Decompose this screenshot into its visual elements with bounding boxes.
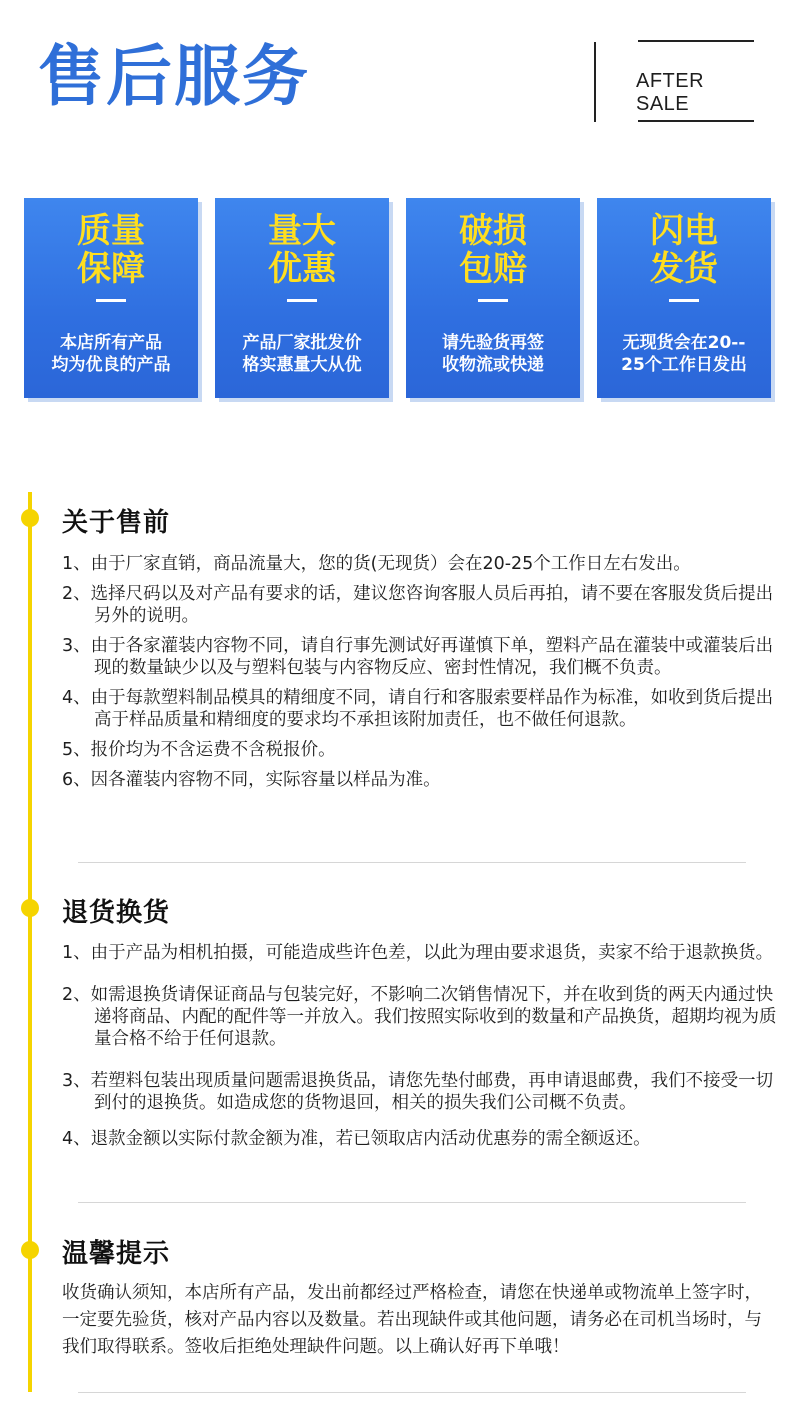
card-dash (96, 299, 126, 302)
list-item: 1、由于产品为相机拍摄，可能造成些许色差，以此为理由要求退货，卖家不给于退款换货。 (62, 943, 774, 963)
card-damage (406, 198, 580, 398)
list-item: 1、由于厂家直销，商品流量大，您的货(无现货）会在20-25个工作日左右发出。 (62, 554, 691, 574)
card-title: 量大 优惠 (268, 211, 336, 289)
card-discount (215, 198, 389, 398)
card-shipping (597, 198, 771, 398)
card-title: 质量 保障 (77, 211, 145, 289)
section-divider (78, 1392, 746, 1393)
card-desc: 无现货会在20-- 25个工作日发出 (621, 333, 747, 375)
card-desc: 产品厂家批发价 格实惠量大从优 (242, 333, 362, 375)
card-desc: 本店所有产品 均为优良的产品 (51, 333, 171, 375)
card-dash (669, 299, 699, 302)
section-divider (78, 862, 746, 863)
list-item: 5、报价均为不含运费不含税报价。 (62, 740, 336, 760)
section-title-tips: 温馨提示 (62, 1239, 171, 1269)
list-item: 6、因各灌装内容物不同，实际容量以样品为准。 (62, 770, 441, 790)
list-item: 3、若塑料包装出现质量问题需退换货品，请您先垫付邮费，再申请退邮费，我们不接受一切到付的退换货。如造成您的货物退回，相关的损失我们公司概不负责。 (62, 1071, 774, 1113)
card-desc: 请先验货再签 收物流或快递 (442, 333, 544, 375)
feature-cards (24, 198, 774, 402)
header-divider (594, 42, 596, 122)
tips-paragraph: 收货确认须知，本店所有产品，发出前都经过严格检查，请您在快递单或物流单上签字时，一定要先验货，核对产品内容以及数量。若出现缺件或其他问题，请务必在司机当场时，与我们取得联系。签收后拒绝处理缺件问题。以上确认好再下单哦！ (62, 1283, 762, 1357)
list-item: 4、由于每款塑料制品模具的精细度不同，请自行和客服索要样品作为标准，如收到货后提出高于样品质量和精细度的要求均不承担该附加责任，也不做任何退款。 (62, 688, 774, 730)
card-title: 破损 包赔 (459, 211, 527, 289)
subtitle-bottom-rule (638, 120, 754, 122)
page-subtitle: AFTER SALE (636, 70, 705, 115)
header (0, 0, 790, 150)
timeline-dot (21, 1241, 39, 1259)
page-title: 售后服务 (38, 38, 310, 115)
card-quality (24, 198, 198, 398)
list-item: 4、退款金额以实际付款金额为准，若已领取店内活动优惠券的需全额返还。 (62, 1129, 651, 1149)
list-item: 2、选择尺码以及对产品有要求的话，建议您咨询客服人员后再拍，请不要在客服发货后提出另外的说明。 (62, 584, 774, 626)
timeline-dot (21, 509, 39, 527)
card-dash (287, 299, 317, 302)
presale-list (62, 553, 778, 799)
section-divider (78, 1202, 746, 1203)
list-item: 3、由于各家灌装内容物不同，请自行事先测试好再谨慎下单，塑料产品在灌装中或灌装后出现的数量缺少以及与塑料包装与内容物反应、密封性情况，我们概不负责。 (62, 636, 774, 678)
section-title-returns: 退货换货 (62, 898, 171, 928)
timeline-dot (21, 899, 39, 917)
card-title: 闪电 发货 (650, 211, 718, 289)
subtitle-top-rule (638, 40, 754, 42)
card-dash (478, 299, 508, 302)
returns-list (62, 942, 778, 1158)
list-item: 2、如需退换货请保证商品与包装完好，不影响二次销售情况下，并在收到货的两天内通过快递将商品、内配的配件等一并放入。我们按照实际收到的数量和产品换货，超期均视为质量合格不给于任何退款。 (62, 985, 777, 1049)
section-title-presale: 关于售前 (62, 508, 171, 538)
